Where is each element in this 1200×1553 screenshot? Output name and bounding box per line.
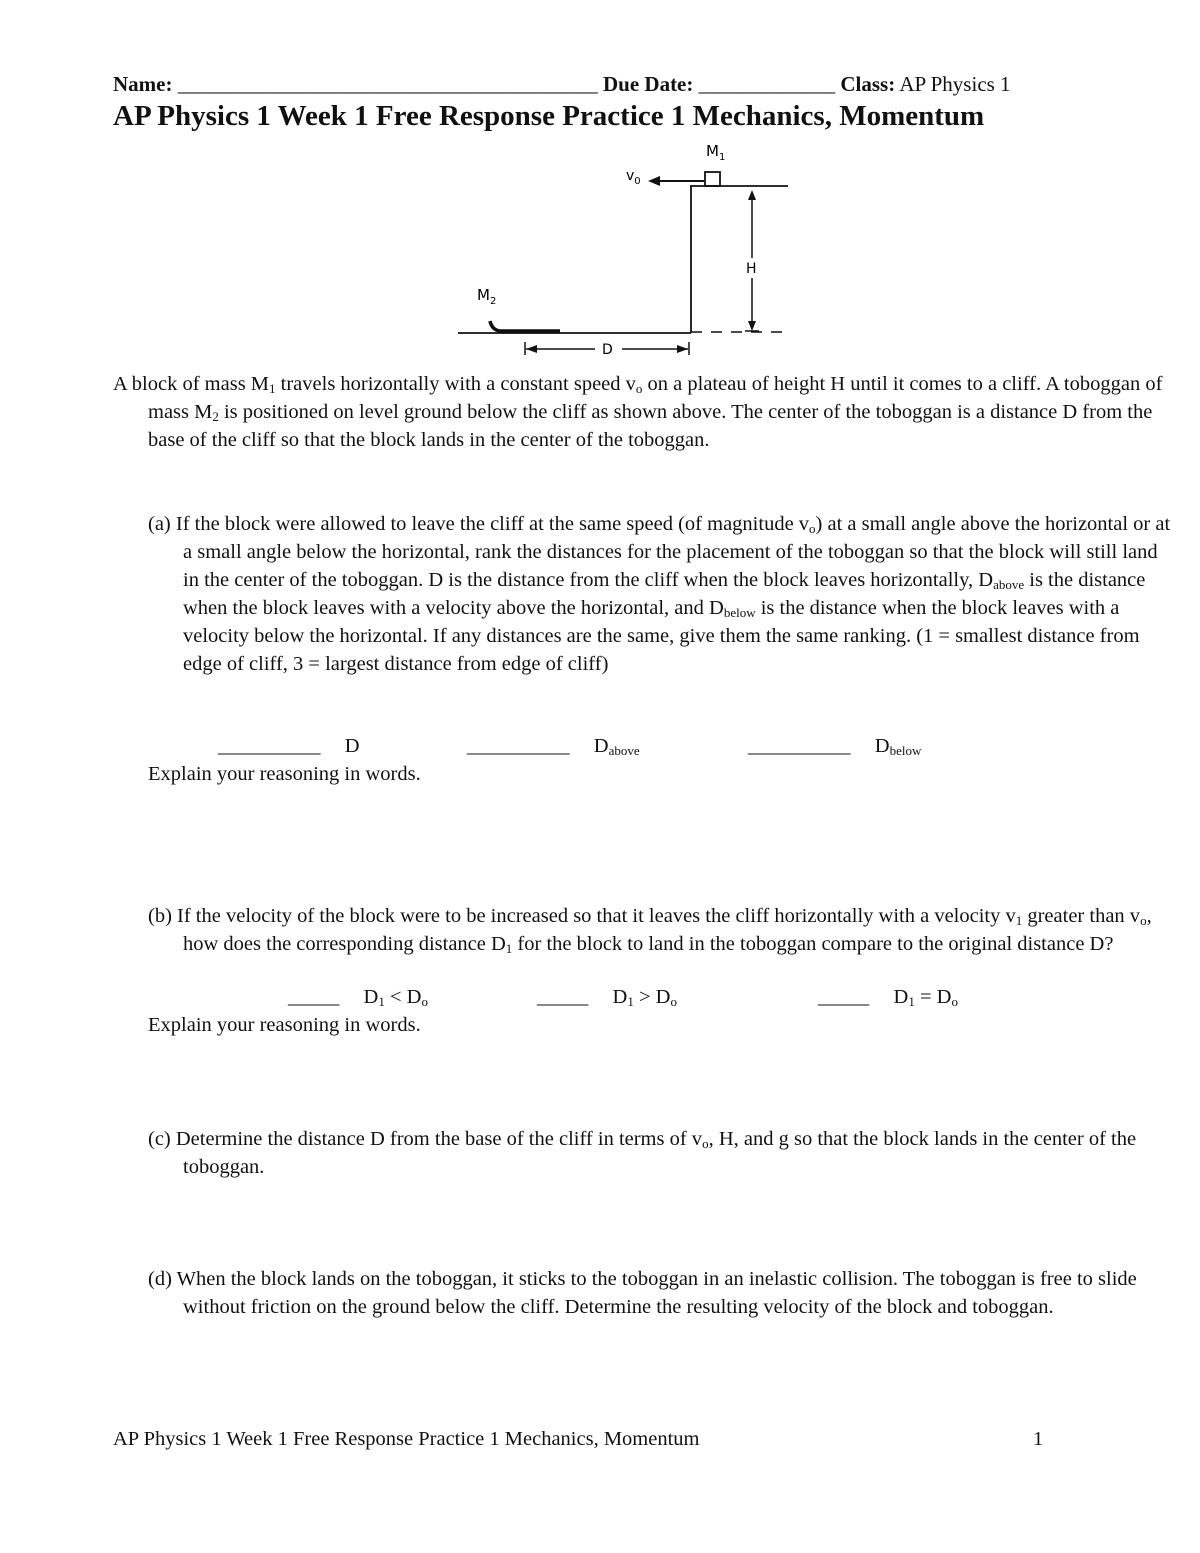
compare-choice-1: _____ $D_1 < D_o$ <box>288 986 428 1009</box>
question-b: (b) If the velocity of the block were to be increased so that it leaves the cliff horizontally with a velocity $v_1$ greater than $v_o$, how does the corresponding distance $D_1$ for the block to land in the toboggan compare to the original distance D? <box>148 905 1152 956</box>
v0-label: $v_0$ <box>626 168 641 187</box>
rank-label-above: $D_{above}$ <box>593 735 640 758</box>
rank-label-d: D <box>344 735 360 757</box>
page-number: 1 <box>1033 1428 1044 1450</box>
m2-label: $M_2$ <box>477 286 497 307</box>
ranking-row <box>218 735 360 758</box>
compare-blank-1[interactable]: _____ <box>288 986 340 1008</box>
height-label: H <box>746 261 757 277</box>
rank-blank-below[interactable]: __________ <box>748 735 851 757</box>
name-blank[interactable]: ________________________________________ <box>177 72 598 96</box>
question-c: (c) Determine the distance D from the base of the cliff in terms of $v_o$, H, and g so that the block lands in the center of the toboggan. <box>148 1128 1137 1178</box>
name-label: Name: <box>113 72 173 96</box>
distance-label: D <box>602 342 613 358</box>
header-line <box>113 72 1011 97</box>
velocity-arrowhead <box>648 176 660 186</box>
cliff-diagram <box>440 138 800 363</box>
m1-label: $M_1$ <box>706 142 726 163</box>
explain-a: Explain your reasoning in words. <box>148 763 421 785</box>
compare-choice-3: _____ $D_1 = D_o$ <box>818 986 958 1009</box>
question-d: (d) When the block lands on the toboggan, it sticks to the toboggan in an inelastic collision. The toboggan is free to slide without friction on the ground below the cliff. Determine the resulting velocity of the block and toboggan. <box>148 1268 1137 1318</box>
page-footer: AP Physics 1 Week 1 Free Response Practice 1 Mechanics, Momentum <box>113 1428 700 1450</box>
toboggan-m2 <box>490 321 560 331</box>
explain-b: Explain your reasoning in words. <box>148 1014 421 1036</box>
due-date-blank[interactable]: _____________ <box>698 72 836 96</box>
question-a: (a) If the block were allowed to leave the cliff at the same speed (of magnitude $v_o$) at a small angle above the horizontal or at a small angle below the horizontal, rank the distances for the placement of the toboggan so that the block will still land in the center of the toboggan. D is the distance from the cliff when the block leaves horizontally, $D_{above}$ is the distance when the block leaves with a velocity above the horizontal, and $D_{below}$ is the distance when the block leaves with a velocity below the horizontal. If any distances are the same, give them the same ranking. (1 = smallest distance from edge of cliff, 3 = largest distance from edge of cliff) <box>148 513 1171 675</box>
rank-label-below: $D_{below}$ <box>874 735 922 758</box>
compare-blank-2[interactable]: _____ <box>537 986 589 1008</box>
compare-blank-3[interactable]: _____ <box>818 986 870 1008</box>
due-date-label: Due Date: <box>602 72 694 96</box>
block-m1 <box>705 172 720 186</box>
class-value: AP Physics 1 <box>899 72 1011 96</box>
ranking-row-below <box>748 735 921 758</box>
compare-choice-2: _____ $D_1 > D_o$ <box>537 986 677 1009</box>
ranking-row-above <box>467 735 640 758</box>
intro-paragraph: A block of mass $M_1$ travels horizontally with a constant speed $v_o$ on a plateau of height H until it comes to a cliff. A toboggan of mass $M_2$ is positioned on level ground below the cliff as shown above. The center of the toboggan is a distance D from the base of the cliff so that the block lands in the center of the toboggan. <box>113 373 1163 451</box>
rank-blank-d[interactable]: __________ <box>218 735 321 757</box>
page-title: AP Physics 1 Week 1 Free Response Practice 1 Mechanics, Momentum <box>113 100 985 132</box>
rank-blank-above[interactable]: __________ <box>467 735 570 757</box>
class-label: Class: <box>840 72 896 96</box>
